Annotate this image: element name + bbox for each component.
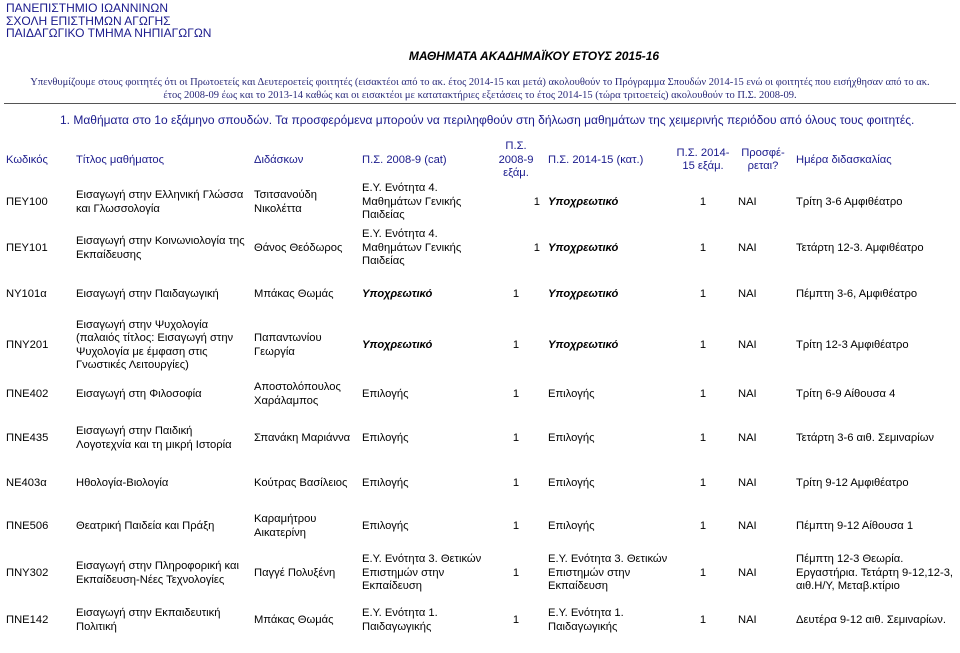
- cell-instructor: Κούτρας Βασίλειος: [254, 476, 348, 489]
- cell-sem2008: 1: [512, 387, 520, 400]
- notice-line-2: έτος 2008-09 έως και το 2013-14 καθώς και οι εισακτέοι με κατατακτήριες εξετάσεις το έτος 2014-15 (τώρα τριτοετείς) ακολουθούν το Π.Σ. 2008-09.: [163, 90, 797, 101]
- cell-instructor: Σπανάκη Μαριάννα: [254, 431, 351, 444]
- cell-offered: ΝΑΙ: [738, 195, 757, 208]
- cell-code: ΠΕΥ101: [6, 241, 48, 254]
- table-header-row: [2, 140, 958, 181]
- header-title: Τίτλος μαθήματος: [76, 153, 165, 166]
- page-title: ΜΑΘΗΜΑΤΑ ΑΚΑΔΗΜΑΪΚΟΥ ΕΤΟΥΣ 2015-16: [408, 49, 660, 63]
- cell-day: Τρίτη 9-12 Αμφιθέατρο: [796, 476, 909, 489]
- cell-sem2008: 1: [512, 287, 520, 300]
- header-ps2008: Π.Σ. 2008-9 (cat): [362, 153, 447, 166]
- cell-instructor: Μπάκας Θωμάς: [254, 287, 334, 300]
- cell-sem2014: 1: [699, 519, 707, 532]
- table-row: [2, 463, 958, 505]
- cell-title: Εισαγωγή στην Εκπαιδευτική Πολιτική: [76, 607, 221, 633]
- cell-offered: ΝΑΙ: [738, 431, 757, 444]
- cell-ps2014: Επιλογής: [548, 387, 595, 400]
- header-offered: Προσφέ-ρεται?: [741, 146, 785, 173]
- cell-ps2008: Επιλογής: [362, 519, 409, 532]
- cell-instructor: Παπαντωνίου Γεωργία: [254, 332, 322, 358]
- cell-offered: ΝΑΙ: [738, 476, 757, 489]
- cell-instructor: Τσιτσανούδη Νικολέττα: [254, 189, 318, 215]
- cell-day: Τετάρτη 3-6 αιθ. Σεμιναρίων: [796, 431, 935, 444]
- cell-sem2008: 1: [512, 476, 520, 489]
- cell-instructor: Αποστολόπουλος Χαράλαμπος: [254, 381, 341, 407]
- cell-ps2014: Ε.Υ. Ενότητα 1. Παιδαγωγικής: [548, 607, 624, 633]
- cell-sem2014: 1: [699, 241, 707, 254]
- notice-line-1: Υπενθυμίζουμε στους φοιτητές ότι οι Πρωτοετείς και Δευτεροετείς φοιτητές (εισακτέοι από το ακ. έτος 2014-15 και μετά) ακολουθούν το Πρόγραμμα Σπουδών 2014-15 ενώ οι φοιτητές που εισήχθησαν από το ακ.: [30, 77, 930, 88]
- cell-ps2014: Υποχρεωτικό: [548, 195, 619, 208]
- cell-day: Πέμπτη 9-12 Αίθουσα 1: [796, 519, 914, 532]
- cell-sem2014: 1: [699, 613, 707, 626]
- cell-offered: ΝΑΙ: [738, 613, 757, 626]
- cell-day: Τρίτη 12-3 Αμφιθέατρο: [796, 338, 909, 351]
- institution-header: [6, 2, 211, 40]
- table-row: [2, 375, 958, 415]
- cell-sem2014: 1: [699, 431, 707, 444]
- cell-offered: ΝΑΙ: [738, 519, 757, 532]
- cell-title: Εισαγωγή στην Παιδαγωγική: [76, 287, 219, 300]
- cell-ps2008: Ε.Υ. Ενότητα 1. Παιδαγωγικής: [362, 607, 438, 633]
- cell-sem2008: 1: [512, 431, 520, 444]
- cell-title: Ηθολογία-Βιολογία: [76, 476, 169, 489]
- cell-ps2008: Επιλογής: [362, 387, 409, 400]
- cell-day: Πέμπτη 3-6, Αμφιθέατρο: [796, 287, 918, 300]
- cell-ps2008: Επιλογής: [362, 431, 409, 444]
- cell-title: Εισαγωγή στην Ελληνική Γλώσσα και Γλωσσολογία: [76, 189, 244, 215]
- cell-ps2008: Ε.Υ. Ενότητα 4. Μαθημάτων Γενικής Παιδείας: [362, 182, 462, 222]
- department-name: ΠΑΙΔΑΓΩΓΙΚΟ ΤΜΗΜΑ ΝΗΠΙΑΓΩΓΩΝ: [6, 26, 212, 40]
- cell-sem2014: 1: [699, 476, 707, 489]
- cell-sem2014: 1: [699, 287, 707, 300]
- cell-sem2014: 1: [699, 387, 707, 400]
- cell-instructor: Καραμήτρου Αικατερίνη: [254, 513, 317, 539]
- cell-instructor: Παγγέ Πολυξένη: [254, 566, 336, 579]
- cell-title: Εισαγωγή στη Φιλοσοφία: [76, 387, 202, 400]
- cell-day: Δευτέρα 9-12 αιθ. Σεμιναρίων.: [796, 613, 946, 626]
- cell-title: Εισαγωγή στην Κοινωνιολογία της Εκπαίδευσης: [76, 235, 245, 261]
- cell-sem2014: 1: [699, 195, 707, 208]
- cell-code: ΠΝΥ201: [6, 338, 49, 351]
- cell-ps2014-sem: 1: [533, 241, 540, 254]
- cell-instructor: Θάνος Θεόδωρος: [254, 241, 343, 254]
- cell-offered: ΝΑΙ: [738, 241, 757, 254]
- table-row: [2, 549, 958, 599]
- cell-title: Θεατρική Παιδεία και Πράξη: [76, 519, 215, 532]
- cell-title: Εισαγωγή στην Παιδική Λογοτεχνία και τη μικρή Ιστορία: [76, 425, 232, 451]
- cell-code: ΠΝΕ402: [6, 387, 49, 400]
- cell-sem2008: 1: [512, 338, 520, 351]
- table-row: [2, 505, 958, 549]
- cell-offered: ΝΑΙ: [738, 338, 757, 351]
- cell-code: ΠΝΥ302: [6, 566, 49, 579]
- header-day: Ημέρα διδασκαλίας: [796, 153, 892, 166]
- header-sem2014: Π.Σ. 2014-15 εξάμ.: [676, 146, 730, 173]
- cell-sem2008: 1: [512, 566, 520, 579]
- cell-sem2014: 1: [699, 338, 707, 351]
- cell-day: Τρίτη 3-6 Αμφιθέατρο: [796, 195, 903, 208]
- cell-day: Τρίτη 6-9 Αίθουσα 4: [796, 387, 896, 400]
- table-row: [2, 317, 958, 375]
- section-heading: 1. Μαθήματα στο 1ο εξάμηνο σπουδών. Τα προσφερόμενα μπορούν να περιληφθούν στη δήλωση μαθημάτων της χειμερινής περιόδου από όλους τους φοιτητές.: [60, 113, 915, 127]
- table-row: [2, 415, 958, 463]
- cell-ps2014: Υποχρεωτικό: [548, 241, 619, 254]
- notice: [4, 76, 956, 102]
- cell-title: Εισαγωγή στην Ψυχολογία (παλαιός τίτλος: Εισαγωγή στην Ψυχολογία με έμφαση στις Γνωστικές Λειτουργίες): [76, 318, 234, 371]
- cell-ps2008: Υποχρεωτικό: [362, 338, 433, 351]
- cell-code: ΠΕΥ100: [6, 195, 48, 208]
- cell-code: ΝΕ403α: [6, 476, 47, 489]
- cell-ps2008: Υποχρεωτικό: [362, 287, 433, 300]
- cell-title: Εισαγωγή στην Πληροφορική και Εκπαίδευση-Νέες Τεχνολογίες: [76, 560, 239, 586]
- cell-ps2008: Επιλογής: [362, 476, 409, 489]
- divider: [4, 103, 956, 104]
- cell-code: ΠΝΕ506: [6, 519, 49, 532]
- cell-day: Τετάρτη 12-3. Αμφιθέατρο: [796, 241, 924, 254]
- cell-offered: ΝΑΙ: [738, 287, 757, 300]
- table-row: [2, 225, 958, 273]
- cell-ps2014: Υποχρεωτικό: [548, 338, 619, 351]
- cell-day: Πέμπτη 12-3 Θεωρία. Εργαστήρια. Τετάρτη 9-12,12-3, αιθ.Η/Υ, Μεταβ.κτίριο: [796, 553, 954, 593]
- courses-table: [2, 140, 958, 643]
- cell-instructor: Μπάκας Θωμάς: [254, 613, 334, 626]
- university-name: ΠΑΝΕΠΙΣΤΗΜΙΟ ΙΩΑΝΝΙΝΩΝ: [6, 1, 169, 15]
- table-row: [2, 181, 958, 225]
- cell-ps2014-sem: 1: [533, 195, 540, 208]
- cell-ps2014: Επιλογής: [548, 476, 595, 489]
- cell-ps2008: Ε.Υ. Ενότητα 4. Μαθημάτων Γενικής Παιδείας: [362, 228, 462, 268]
- cell-code: ΠΝΕ435: [6, 431, 49, 444]
- cell-ps2014: Ε.Υ. Ενότητα 3. Θετικών Επιστημών στην Εκπαίδευση: [548, 553, 668, 593]
- cell-ps2008: Ε.Υ. Ενότητα 3. Θετικών Επιστημών στην Εκπαίδευση: [362, 553, 482, 593]
- cell-sem2008: 1: [512, 519, 520, 532]
- cell-code: ΠΝΕ142: [6, 613, 49, 626]
- table-row: [2, 273, 958, 317]
- cell-sem2014: 1: [699, 566, 707, 579]
- header-ps2014: Π.Σ. 2014-15 (κατ.): [548, 153, 644, 166]
- header-code: Κωδικός: [6, 153, 48, 166]
- header-instructor: Διδάσκων: [254, 153, 304, 166]
- cell-ps2014: Επιλογής: [548, 519, 595, 532]
- cell-sem2008: 1: [512, 613, 520, 626]
- cell-offered: ΝΑΙ: [738, 387, 757, 400]
- cell-ps2014: Υποχρεωτικό: [548, 287, 619, 300]
- cell-code: ΝΥ101α: [6, 287, 47, 300]
- table-row: [2, 599, 958, 643]
- school-name: ΣΧΟΛΗ ΕΠΙΣΤΗΜΩΝ ΑΓΩΓΗΣ: [6, 13, 171, 28]
- cell-ps2014: Επιλογής: [548, 431, 595, 444]
- header-sem2008: Π.Σ. 2008-9 εξάμ.: [498, 140, 534, 179]
- cell-offered: ΝΑΙ: [738, 566, 757, 579]
